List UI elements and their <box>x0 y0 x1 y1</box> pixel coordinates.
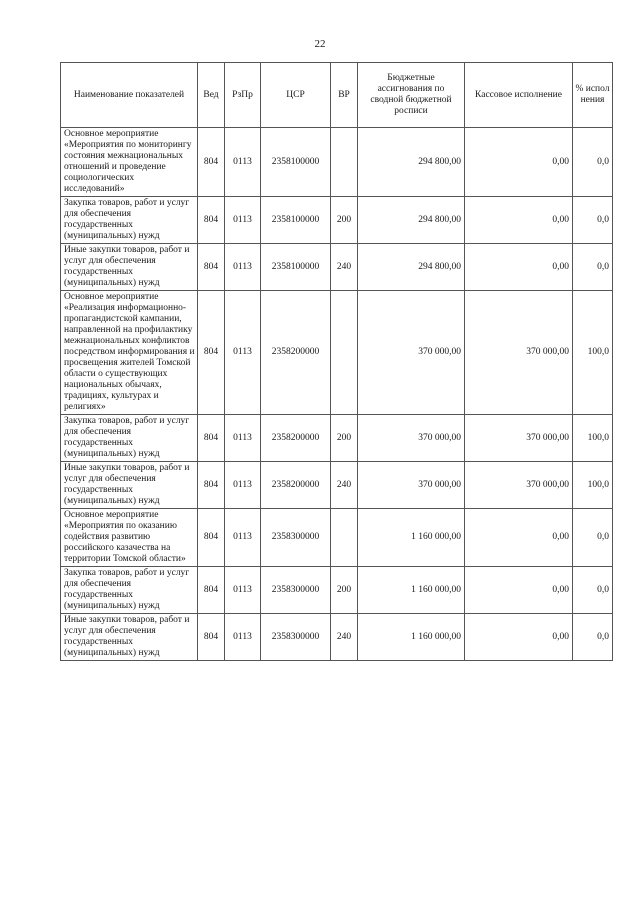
row-vr: 200 <box>331 567 358 614</box>
row-rzpr: 0113 <box>225 462 261 509</box>
table-header-row <box>61 63 613 128</box>
row-budget: 294 800,00 <box>358 128 465 197</box>
row-ved: 804 <box>198 415 225 462</box>
table-row <box>61 567 613 614</box>
header-cash: Кассовое исполнение <box>465 63 573 128</box>
header-name: Наименование показателей <box>61 63 198 128</box>
row-csr: 2358200000 <box>261 291 331 415</box>
row-ved: 804 <box>198 128 225 197</box>
row-ved: 804 <box>198 614 225 661</box>
row-vr: 200 <box>331 415 358 462</box>
row-cash: 0,00 <box>465 128 573 197</box>
row-csr: 2358100000 <box>261 197 331 244</box>
row-name: Закупка товаров, работ и услуг для обеспечения государственных (муниципальных) нужд <box>61 567 198 614</box>
row-ved: 804 <box>198 509 225 567</box>
row-budget: 370 000,00 <box>358 462 465 509</box>
row-budget: 370 000,00 <box>358 415 465 462</box>
row-vr <box>331 509 358 567</box>
row-budget: 370 000,00 <box>358 291 465 415</box>
row-name: Иные закупки товаров, работ и услуг для обеспечения государственных (муниципальных) нужд <box>61 614 198 661</box>
row-cash: 0,00 <box>465 509 573 567</box>
header-rzpr: РзПр <box>225 63 261 128</box>
row-ved: 804 <box>198 567 225 614</box>
header-csr: ЦСР <box>261 63 331 128</box>
row-rzpr: 0113 <box>225 244 261 291</box>
header-budget: Бюджетные ассигнования по сводной бюджетной росписи <box>358 63 465 128</box>
row-csr: 2358300000 <box>261 614 331 661</box>
row-percent: 0,0 <box>573 567 613 614</box>
row-cash: 0,00 <box>465 197 573 244</box>
row-budget: 294 800,00 <box>358 244 465 291</box>
row-percent: 0,0 <box>573 509 613 567</box>
header-vr: ВР <box>331 63 358 128</box>
row-percent: 100,0 <box>573 462 613 509</box>
row-cash: 0,00 <box>465 244 573 291</box>
row-rzpr: 0113 <box>225 128 261 197</box>
row-ved: 804 <box>198 197 225 244</box>
row-rzpr: 0113 <box>225 291 261 415</box>
row-csr: 2358200000 <box>261 462 331 509</box>
table-row <box>61 291 613 415</box>
page-number: 22 <box>314 38 326 50</box>
row-ved: 804 <box>198 291 225 415</box>
table-row <box>61 614 613 661</box>
row-percent: 100,0 <box>573 415 613 462</box>
row-cash: 370 000,00 <box>465 291 573 415</box>
row-rzpr: 0113 <box>225 197 261 244</box>
row-vr: 240 <box>331 244 358 291</box>
row-name: Закупка товаров, работ и услуг для обеспечения государственных (муниципальных) нужд <box>61 197 198 244</box>
row-cash: 0,00 <box>465 567 573 614</box>
row-rzpr: 0113 <box>225 614 261 661</box>
row-vr: 200 <box>331 197 358 244</box>
row-name: Основное мероприятие «Мероприятия по оказанию содействия развитию российского казачества на территории Томской области» <box>61 509 198 567</box>
table-row <box>61 415 613 462</box>
table-row <box>61 509 613 567</box>
budget-execution-table <box>60 62 613 661</box>
row-vr: 240 <box>331 462 358 509</box>
row-vr <box>331 128 358 197</box>
row-ved: 804 <box>198 462 225 509</box>
row-rzpr: 0113 <box>225 415 261 462</box>
row-cash: 370 000,00 <box>465 415 573 462</box>
row-name: Основное мероприятие «Мероприятия по мониторингу состояния межнациональных отношений и проведение социологических исследований» <box>61 128 198 197</box>
row-csr: 2358300000 <box>261 509 331 567</box>
row-vr: 240 <box>331 614 358 661</box>
header-percent: % испол нения <box>573 63 613 128</box>
row-budget: 1 160 000,00 <box>358 509 465 567</box>
row-percent: 100,0 <box>573 291 613 415</box>
row-budget: 1 160 000,00 <box>358 567 465 614</box>
row-name: Иные закупки товаров, работ и услуг для обеспечения государственных (муниципальных) нужд <box>61 462 198 509</box>
row-percent: 0,0 <box>573 244 613 291</box>
header-ved: Вед <box>198 63 225 128</box>
table-row <box>61 244 613 291</box>
row-cash: 370 000,00 <box>465 462 573 509</box>
row-name: Закупка товаров, работ и услуг для обеспечения государственных (муниципальных) нужд <box>61 415 198 462</box>
table-row <box>61 128 613 197</box>
row-budget: 294 800,00 <box>358 197 465 244</box>
row-csr: 2358300000 <box>261 567 331 614</box>
row-csr: 2358200000 <box>261 415 331 462</box>
row-percent: 0,0 <box>573 614 613 661</box>
table-row <box>61 462 613 509</box>
row-csr: 2358100000 <box>261 128 331 197</box>
row-rzpr: 0113 <box>225 567 261 614</box>
row-rzpr: 0113 <box>225 509 261 567</box>
row-cash: 0,00 <box>465 614 573 661</box>
row-name: Основное мероприятие «Реализация информационно-пропагандистской кампании, направленной на профилактику межнациональных конфликтов посредством информирования и просвещения жителей Томской области о существующих национальных обычаях, традициях, культурах и религиях» <box>61 291 198 415</box>
table-row <box>61 197 613 244</box>
row-name: Иные закупки товаров, работ и услуг для обеспечения государственных (муниципальных) нужд <box>61 244 198 291</box>
row-percent: 0,0 <box>573 197 613 244</box>
row-vr <box>331 291 358 415</box>
row-csr: 2358100000 <box>261 244 331 291</box>
row-budget: 1 160 000,00 <box>358 614 465 661</box>
row-percent: 0,0 <box>573 128 613 197</box>
row-ved: 804 <box>198 244 225 291</box>
